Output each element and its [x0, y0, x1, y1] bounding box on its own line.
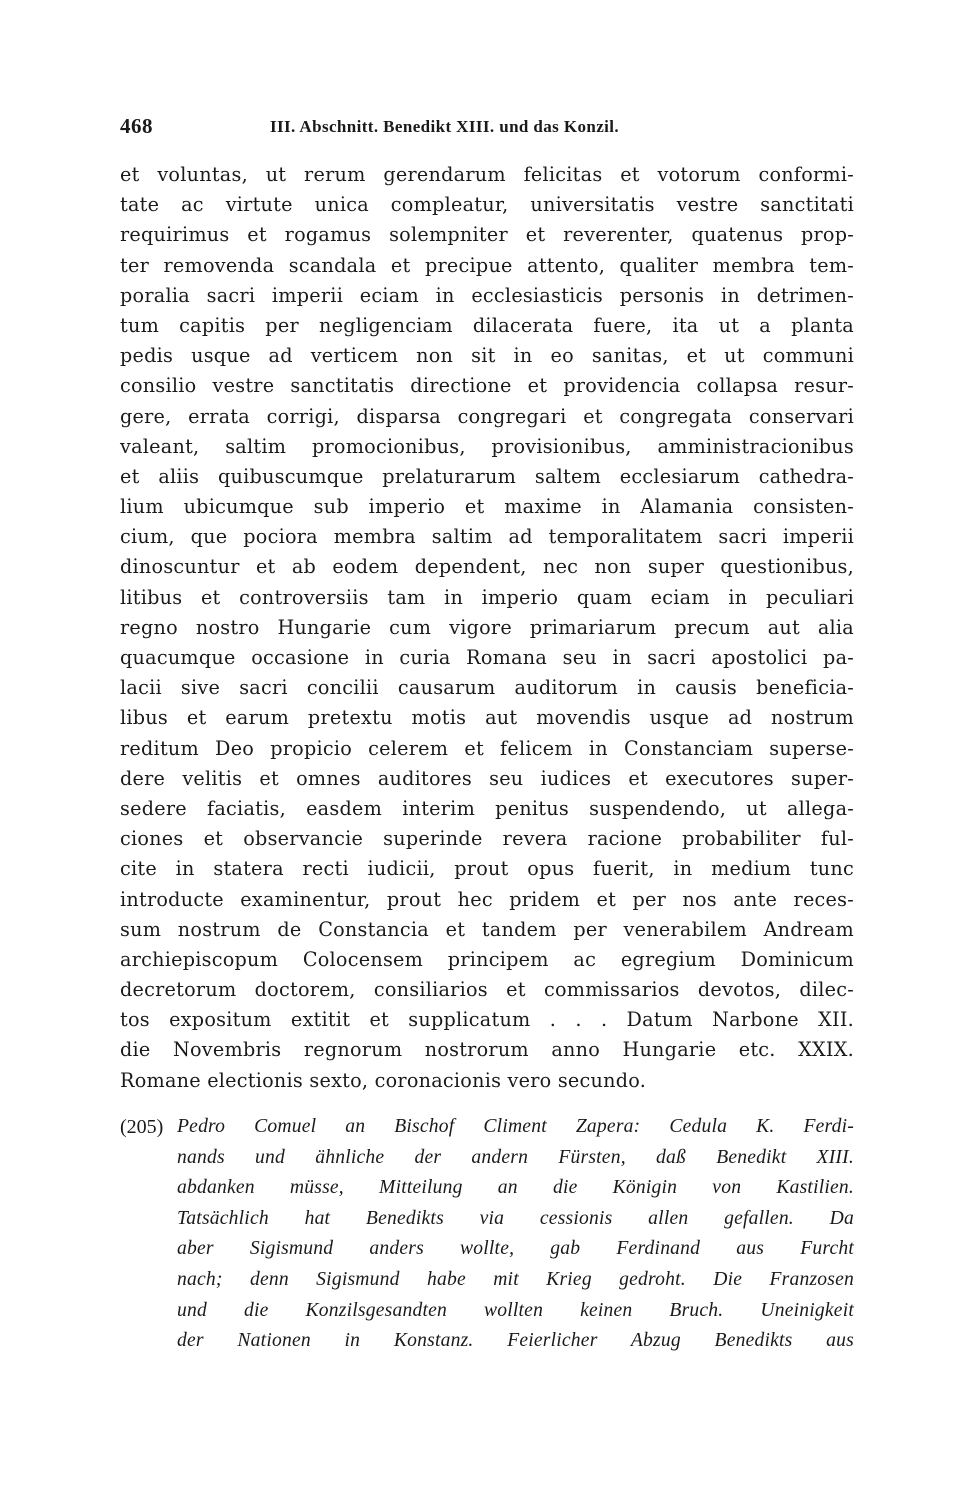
text-line: poralia sacri imperii eciam in ecclesiasticis personis in detrimen-	[120, 283, 854, 307]
note-line: Pedro Comuel an Bischof Climent Zapera: Cedula K. Ferdi-	[177, 1116, 854, 1137]
text-line: dere velitis et omnes auditores seu iudices et executores super-	[120, 766, 854, 790]
text-line: ciones et observancie superinde revera racione probabiliter ful-	[120, 827, 854, 851]
text-line: tos expositum extitit et supplicatum . . . Datum Narbone XII.	[120, 1008, 854, 1032]
text-line: dinoscuntur et ab eodem dependent, nec non super questionibus,	[120, 555, 854, 579]
note-line: Tatsächlich hat Benedikts via cessionis allen gefallen. Da	[177, 1207, 854, 1229]
text-line: decretorum doctorem, consiliarios et commissarios devotos, dilec-	[120, 978, 854, 1002]
text-line: sum nostrum de Constancia et tandem per venerabilem Andream	[120, 917, 854, 941]
note-line: abdanken müsse, Mitteilung an die Königin von Kastilien.	[177, 1177, 854, 1199]
text-line: tate ac virtute unica compleatur, universitatis vestre sanctitati	[120, 193, 854, 217]
text-line: archiepiscopum Colocensem principem ac egregium Dominicum	[120, 947, 854, 971]
running-head	[120, 114, 860, 146]
note-line: aber Sigismund anders wollte, gab Ferdinand aus Furcht	[177, 1238, 854, 1260]
note-line: nach; denn Sigismund habe mit Krieg gedroht. Die Franzosen	[177, 1268, 854, 1290]
text-line: consilio vestre sanctitatis directione et providencia collapsa resur-	[120, 374, 854, 398]
running-head-title: III. Abschnitt. Benedikt XIII. und das Konzil.	[270, 117, 620, 136]
text-line: quacumque occasione in curia Romana seu in sacri apostolici pa-	[120, 646, 854, 669]
text-line: die Novembris regnorum nostrorum anno Hungarie etc. XXIX.	[120, 1038, 854, 1062]
text-line: et voluntas, ut rerum gerendarum felicitas et votorum conformi-	[120, 163, 854, 186]
text-line: litibus et controversiis tam in imperio quam eciam in peculiari	[120, 585, 854, 609]
text-line: introducte examinentur, prout hec pridem et per nos ante reces-	[120, 887, 854, 911]
text-line: gere, errata corrigi, disparsa congregari et congregata conservari	[120, 404, 854, 428]
text-line: pedis usque ad verticem non sit in eo sanitas, et ut communi	[120, 344, 854, 368]
text-line: regno nostro Hungarie cum vigore primariarum precum aut alia	[120, 615, 854, 639]
note-line: nands und ähnliche der andern Fürsten, daß Benedikt XIII.	[177, 1146, 854, 1168]
text-line: valeant, saltim promocionibus, provisionibus, amministracionibus	[120, 434, 854, 458]
text-line-last: Romane electionis sexto, coronacionis vero secundo.	[120, 1068, 647, 1092]
text-line: cite in statera recti iudicii, prout opus fuerit, in medium tunc	[120, 857, 854, 881]
text-line: sedere faciatis, easdem interim penitus suspendendo, ut allega-	[120, 796, 854, 820]
text-line: requirimus et rogamus solempniter et reverenter, quatenus prop-	[120, 223, 854, 247]
note-line: und die Konzilsgesandten wollten keinen Bruch. Uneinigkeit	[177, 1299, 854, 1321]
text-line: et aliis quibuscumque prelaturarum saltem ecclesiarum cathedra-	[120, 464, 854, 488]
text-line: libus et earum pretextu motis aut movendis usque ad nostrum	[120, 706, 854, 730]
note-summary	[177, 1112, 854, 1357]
text-line: cium, que pociora membra saltim ad temporalitatem sacri imperii	[120, 525, 854, 549]
text-line: lium ubicumque sub imperio et maxime in Alamania consisten-	[120, 495, 854, 519]
note-number: (205)	[120, 1116, 164, 1138]
text-line: tum capitis per negligenciam dilacerata fuere, ita ut a planta	[120, 313, 854, 337]
text-line: reditum Deo propicio celerem et felicem in Constanciam superse-	[120, 736, 854, 760]
note-line: der Nationen in Konstanz. Feierlicher Abzug Benedikts aus	[177, 1330, 854, 1352]
page-number: 468	[120, 114, 153, 138]
text-line: ter removenda scandala et precipue attento, qualiter membra tem-	[120, 253, 854, 277]
main-text-block	[120, 160, 854, 1096]
text-line: lacii sive sacri concilii causarum auditorum in causis beneficia-	[120, 676, 854, 700]
